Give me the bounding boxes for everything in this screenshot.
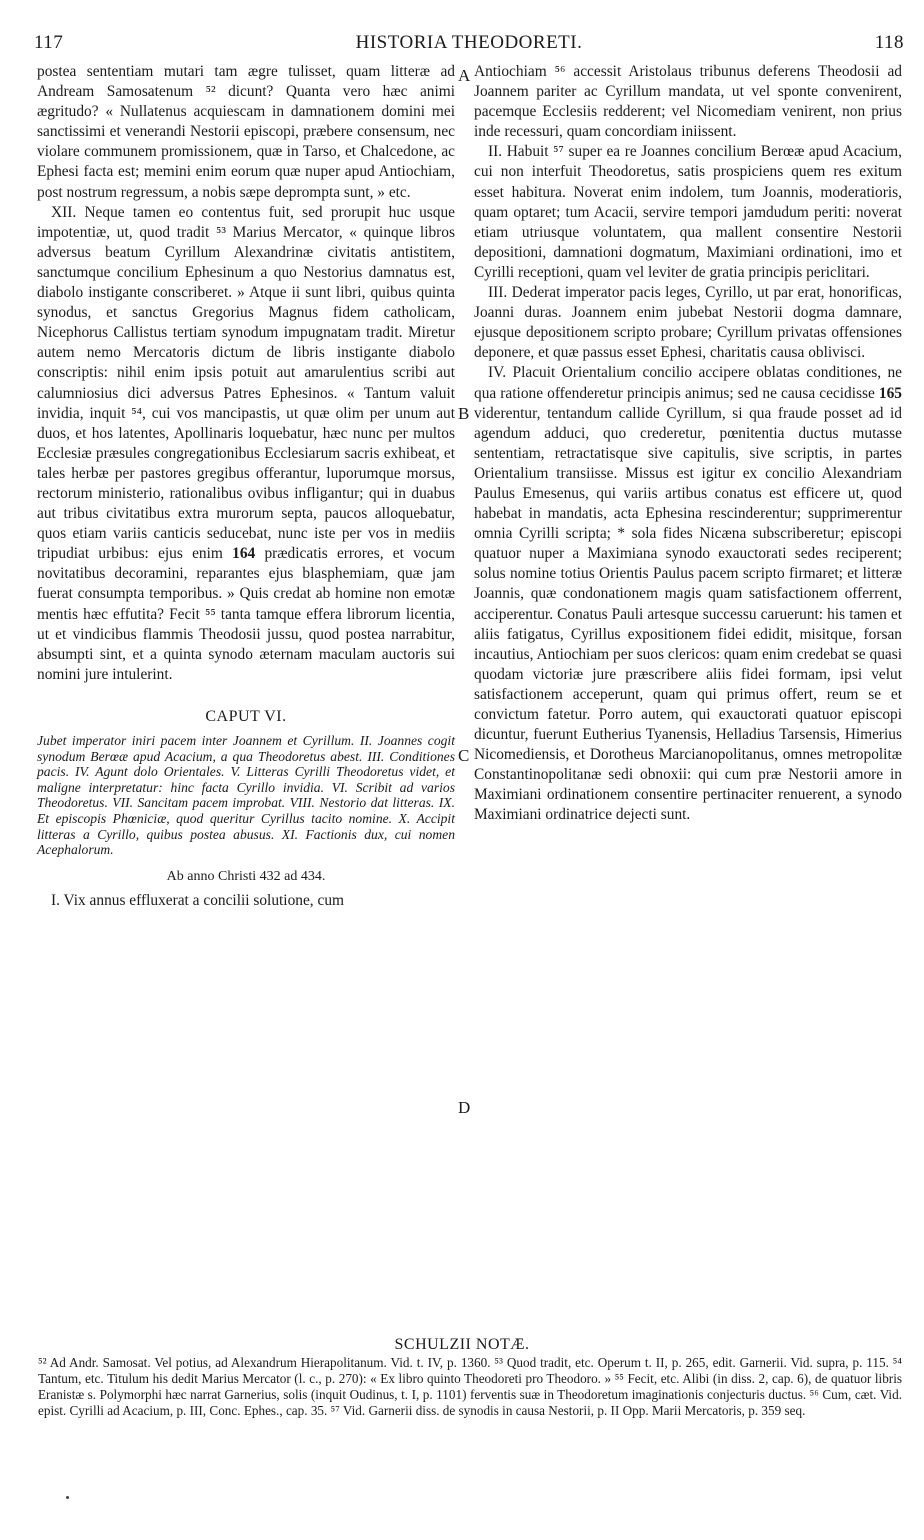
margin-letter-d: D — [458, 1098, 471, 1117]
chapter-summary: Jubet imperator iniri pacem inter Joannem et Cyrillum. II. Joannes cogit synodum Berœæ apud Acacium, a qua Theodoretus abest. III. Conditiones pacis. IV. Agunt dolo Orientales. V. Litteras Cyrilli Theodoretus videt, et maligne interpretatur: hinc facta Cyrillo invidia. VI. Scribit ad varios Theodoretus. VII. Sancitam pacem improbat. VIII. Nestorio dat litteras. IX. Et episcopis Phœniciæ, quod queritur Cyrillus tacito nomine. X. Accipit litteras a Cyrillo, quibus postea abusus. XI. Factionis dux, cui nomen Acephalorum. — [37, 733, 455, 858]
page-number-left: 117 — [34, 32, 64, 53]
paragraph: postea sententiam mutari tam ægre tulisset, quam litteræ ad Andream Samosatenum ⁵² dicunt? Quanta vero hæc animi ægritudo? « Nullatenus acquiescam in damnationem domini mei sanctissimi et venerandi Nestorii episcopi, præbere consensum, nec violare communem promissionem, quæ in Tarso, et Chalcedone, ac Ephesi facta est; memini enim eorum quæ nuper apud Antiochiam, post nostrum regressum, a nobis sæpe deprompta sunt, » etc. — [37, 63, 455, 201]
date-range: Ab anno Christi 432 ad 434. — [166, 868, 326, 884]
footnotes: ⁵² Ad Andr. Samosat. Vel potius, ad Alexandrum Hierapolitanum. Vid. t. IV, p. 1360. ⁵³ Quod tradit, etc. Operum t. II, p. 265, edit. Garnerii. Vid. supra, p. 115. ⁵⁴ Tantum, etc. Titulum his dedit Marius Mercator (l. c., p. 270): « Ex libro quinto Theodoreti pro Theodoro. » ⁵⁵ Fecit, etc. Alibi (in diss. 2, cap. 6), de quatuor libris Eranistæ s. Polymorphi hæc narrat Garnerius, solis (inquit Oudinus, t. I, p. 1101) ferventis suæ in Theodoretum imaginationis conjecturis ductus. ⁵⁶ Cum, cæt. Vid. epist. Cyrilli ad Acacium, p. III, Conc. Ephes., cap. 35. ⁵⁷ Vid. Garnerii diss. de synodis in causa Nestorii, p. II Opp. Marii Mercatoris, p. 359 seq. — [38, 1355, 902, 1419]
page-header — [34, 32, 904, 58]
right-column — [474, 62, 902, 826]
print-speck — [66, 1496, 69, 1499]
paragraph-ii: II. Habuit ⁵⁷ super ea re Joannes concilium Berœæ apud Acacium, cui non interfuit Theodoretus, satis prospiciens quem res exitum esset habitura. Noverat enim indolem, tum Joannis, moderatioris, quam optaret; tum Acacii, servire tempori jamdudum periti: noverat etiam utriusque voluntatem, qua mallent consentire Nestorii depositioni, damnationi dogmatum, Maximiani ordinationi, imo et Cyrilli receptioni, quam vel leviter de gratia principis periclitari. — [474, 143, 902, 281]
paragraph-xii — [37, 203, 455, 685]
paragraph-iv — [474, 363, 902, 825]
paragraph-iii: III. Dederat imperator pacis leges, Cyrillo, ut par erat, honorificas, Joanni duras. Joannem enim jubebat Nestorii dogma damnare, ejusque depositionem scripto probare; Cyrillum privatas offensiones deponere, et quæ passus esset Ephesi, charitatis causa oblivisci. — [474, 284, 902, 362]
margin-letter-c: C — [458, 746, 470, 765]
margin-number-165: 165 — [878, 384, 902, 402]
margin-number-164: 164 — [232, 545, 256, 563]
paragraph: Antiochiam ⁵⁶ accessit Aristolaus tribunus deferens Theodosii ad Joannem pariter ac Cyrillum mandata, ut vel sponte convenirent, pacemque Ecclesiis redderent; vel Nicomediam venirent, non prius inde recessuri, quam concordiam iniissent. — [474, 63, 902, 141]
paragraph-text: XII. Neque tamen eo contentus fuit, sed prorupit huc usque impotentiæ, ut, quod tradit ⁵³ Marius Mercator, « quinque libros adversus beatum Cyrillum Alexandrinæ civitatis antistitem, sanctumque concilium Ephesinum a quo Nestorius damnatus est, diabolo instigante conscriberet. » Atque ii sunt libri, quibus quinta synodus, et sanctus Gregorius Magnus fidem catholicam, Nicephorus Callistus tertiam synodum impugnatam tradit. Miretur autem nemo Mercatoris dictum de libris instigante diabolo conscriptis: nihil enim ipsis potuit aut amarulentius scribi aut calumniosius dici adversus Patres Ephesinos. « Tantum valuit invidia, inquit ⁵⁴, cui vos mancipastis, ut quæ olim per unum aut duos, et hos latentes, Apollinaris loquebatur, hæc nunc per multos Ecclesiæ præsules congregationibus Ecclesiarum sacris exhibeat, et tales herbæ per pastores gregibus offerantur, luporumque morsus, rectorum ministerio, rationalibus ovibus infligantur; qui in duabus aut tribus civitatibus extra murorum septa, paucos alloquebatur, quos etiam variis canticis seducebat, nunc iste per vos in mediis tripudiat urbibus: ejus enim — [37, 203, 455, 563]
paragraph-text: IV. Placuit Orientalium concilio accipere oblatas conditiones, ne qua ratione offenderetur principis animus; sed ne causa cecidisse — [474, 364, 902, 402]
chapter-title: CAPUT VI. — [205, 707, 287, 725]
paragraph-text: viderentur, tentandum callide Cyrillum, si qua fraude posset ad id agendum adduci, quo crederetur, pœnitentia ductus mutasse sententiam, retractatisque sive capitulis, sive scriptis, in partes Orientalium transiisse. Missus est igitur ex concilio Alexandriam Paulus Emesenus, qui variis artibus conatus est efficere ut, quod habebat in mandatis, acta Ephesina rescinderentur; supprimerentur omnia Cyrilli scripta; * sola fides Nicæna subscriberetur; episcopi quatuor nuper a Maximiana synodo exauctorati sedes reciperent; solus nomine totius Orientis Paulus pacem scripto firmaret; et litteræ Joannis, quæ condonationem magis quam satisfactionem offerrent, acciperentur. Conatus Pauli artesque successu caruerunt: his tamen et aliis fatigatus, Cyrillus expositionem fidei edidit, misitque, forsan incautius, Antiochiam per suos clericos: quam enim credebat se quasi quodam victoriæ jure præscribere aliis fidei formam, ipsi velut satisfactionem acceperunt, quam qui primus offert, reum se et convictum fatetur. Porro autem, qui exauctorati quatuor episcopi dicuntur, fuerunt Eutherius Tyanensis, Helladius Tarsensis, Himerius Nicomediensis, et Dorotheus Marcianopolitanus, omnes metropolitæ Constantinopolitanæ sedi obnoxii: qui cum præ Nestorii amore in Maximiani ordinationem consentire pertinaciter renuerent, a synodo Maximiani ordinatrice dejecti sunt. — [474, 404, 902, 824]
margin-letter-b: B — [458, 404, 470, 423]
left-column — [37, 62, 455, 911]
margin-letter-a: A — [458, 66, 471, 85]
running-title: HISTORIA THEODORETI. — [355, 32, 583, 53]
paragraph: I. Vix annus effluxerat a concilii solutione, cum — [51, 891, 344, 909]
notes-title: SCHULZII NOTÆ. — [394, 1336, 530, 1353]
page-number-right: 118 — [874, 32, 904, 53]
paragraph-text: prædicatis errores, et vocum novitatibus decoramini, reparantes ejus blasphemiam, quæ jam fuerat consumpta temporibus. » Quis credat ab homine non emotæ mentis hæc effutita? Fecit ⁵⁵ tanta tamque effera librorum licentia, ut et vindicibus flammis Theodosii jussu, quod postea narrabitur, absumpti sint, et a quinta synodo æternam maculam auctoris sui nomini jure intulerint. — [37, 545, 456, 683]
